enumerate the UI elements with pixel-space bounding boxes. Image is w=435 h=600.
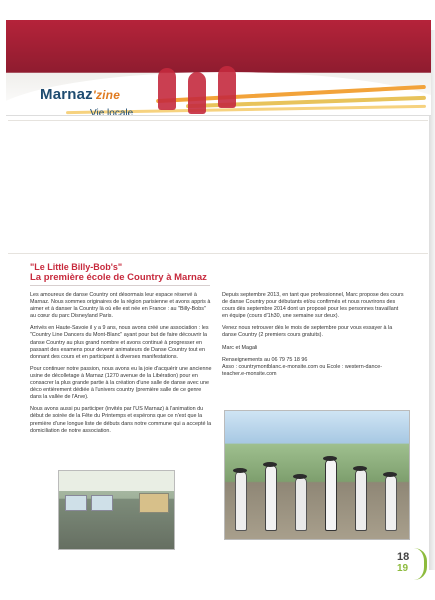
- paragraph: Arrivés en Haute-Savoie il y a 9 ans, nous avons créé une association : les "Country Line Dancers du Mont-Blanc" ayant pour but de faire découvrir la danse Country au plus grand nombre et avons continué à progresser en passant des examens pour devenir animateurs de Danse Country tout en donnant des cours et en participant à diverses manifestations.: [30, 325, 209, 360]
- blank-interleaf: [8, 120, 428, 254]
- dance-hall-photo: [58, 470, 175, 550]
- brand-logo: [40, 86, 120, 103]
- page-number-next: 19: [397, 563, 409, 574]
- cowboy-hat: [293, 474, 307, 479]
- paragraph: Venez nous retrouver dès le mois de septembre pour vous essayer à la danse Country (2 premiers cours gratuits).: [222, 325, 393, 339]
- cowboy-hat: [233, 468, 247, 473]
- dancer-silhouette: [158, 68, 176, 110]
- cowboy-hat: [353, 466, 367, 471]
- dancer-silhouette: [218, 66, 236, 108]
- photo-window: [91, 495, 113, 511]
- article-kicker: "Le Little Billy-Bob's": [30, 262, 123, 272]
- dancer-silhouette: [188, 72, 206, 114]
- page-number-current: 18: [397, 551, 410, 563]
- paragraph: Les amoureux de danse Country ont désormais leur espace réservé à Marnaz. Nous sommes originaires de la région parisienne et avons appris à aimer et à danser la Country là où elle est née en France : au "Billy-Bobs" au cœur du parc Disneyland Paris.: [30, 292, 211, 320]
- section-subtitle: Vie locale: [90, 108, 134, 116]
- title-divider: [30, 285, 210, 286]
- paragraph: Depuis septembre 2013, en tant que professionnel, Marc propose des cours de danse Country pour débutants et/ou confirmés et nous rouvrirons des cours dès septembre 2014 dont un proposé pour les personnes travaillant en équipe (cours d'1h30, une semaine sur deux).: [222, 292, 404, 320]
- dancer-figure: [265, 465, 277, 531]
- dancer-figure: [355, 469, 367, 531]
- photo-poster: [139, 493, 169, 513]
- leaf-decoration: [414, 548, 427, 580]
- article-column-left: [30, 292, 213, 440]
- signature: Marc et Magali: [222, 344, 258, 351]
- dancer-figure: [325, 459, 337, 531]
- brand-suffix: 'zine: [92, 88, 121, 102]
- dancer-figure: [385, 475, 397, 531]
- contact-info: Renseignements au 06 79 75 18 96 Asso : countrymontblanc.e-monsite.com ou Ecole : western-dance-teacher.e-monsite.com: [222, 356, 382, 377]
- dancer-figure: [235, 471, 247, 531]
- cowboy-hat: [323, 456, 337, 461]
- page-number: [397, 552, 409, 574]
- photo-window: [65, 495, 87, 511]
- dancer-figure: [295, 477, 307, 531]
- country-dancers-photo: [224, 410, 410, 540]
- photo-ceiling: [59, 471, 174, 491]
- paragraph: Pour continuer notre passion, nous avons eu la joie d'acquérir une ancienne usine de décolletage à Marnaz (1270 avenue de la Libération) pour en consacrer la plus grande partie à la création d'une salle de danse avec une déco entièrement dédiée à l'univers country (première salle de ce genre dans la vallée de l'Arve).: [30, 365, 212, 401]
- brand-name: Marnaz: [40, 86, 93, 103]
- cowboy-hat: [263, 462, 277, 467]
- article-title: La première école de Country à Marnaz: [30, 272, 207, 283]
- paragraph: Nous avons aussi pu participer (invités par l'US Marnaz) à l'animation du début de soirée de la Fête du Printemps et espérons que ce n'est que la première d'une longue liste de débuts dans notre commune qui a accepté la domiciliation de notre association.: [30, 406, 212, 434]
- header-banner: [6, 20, 431, 116]
- cowboy-hat: [383, 472, 397, 477]
- article-column-right: [222, 292, 405, 383]
